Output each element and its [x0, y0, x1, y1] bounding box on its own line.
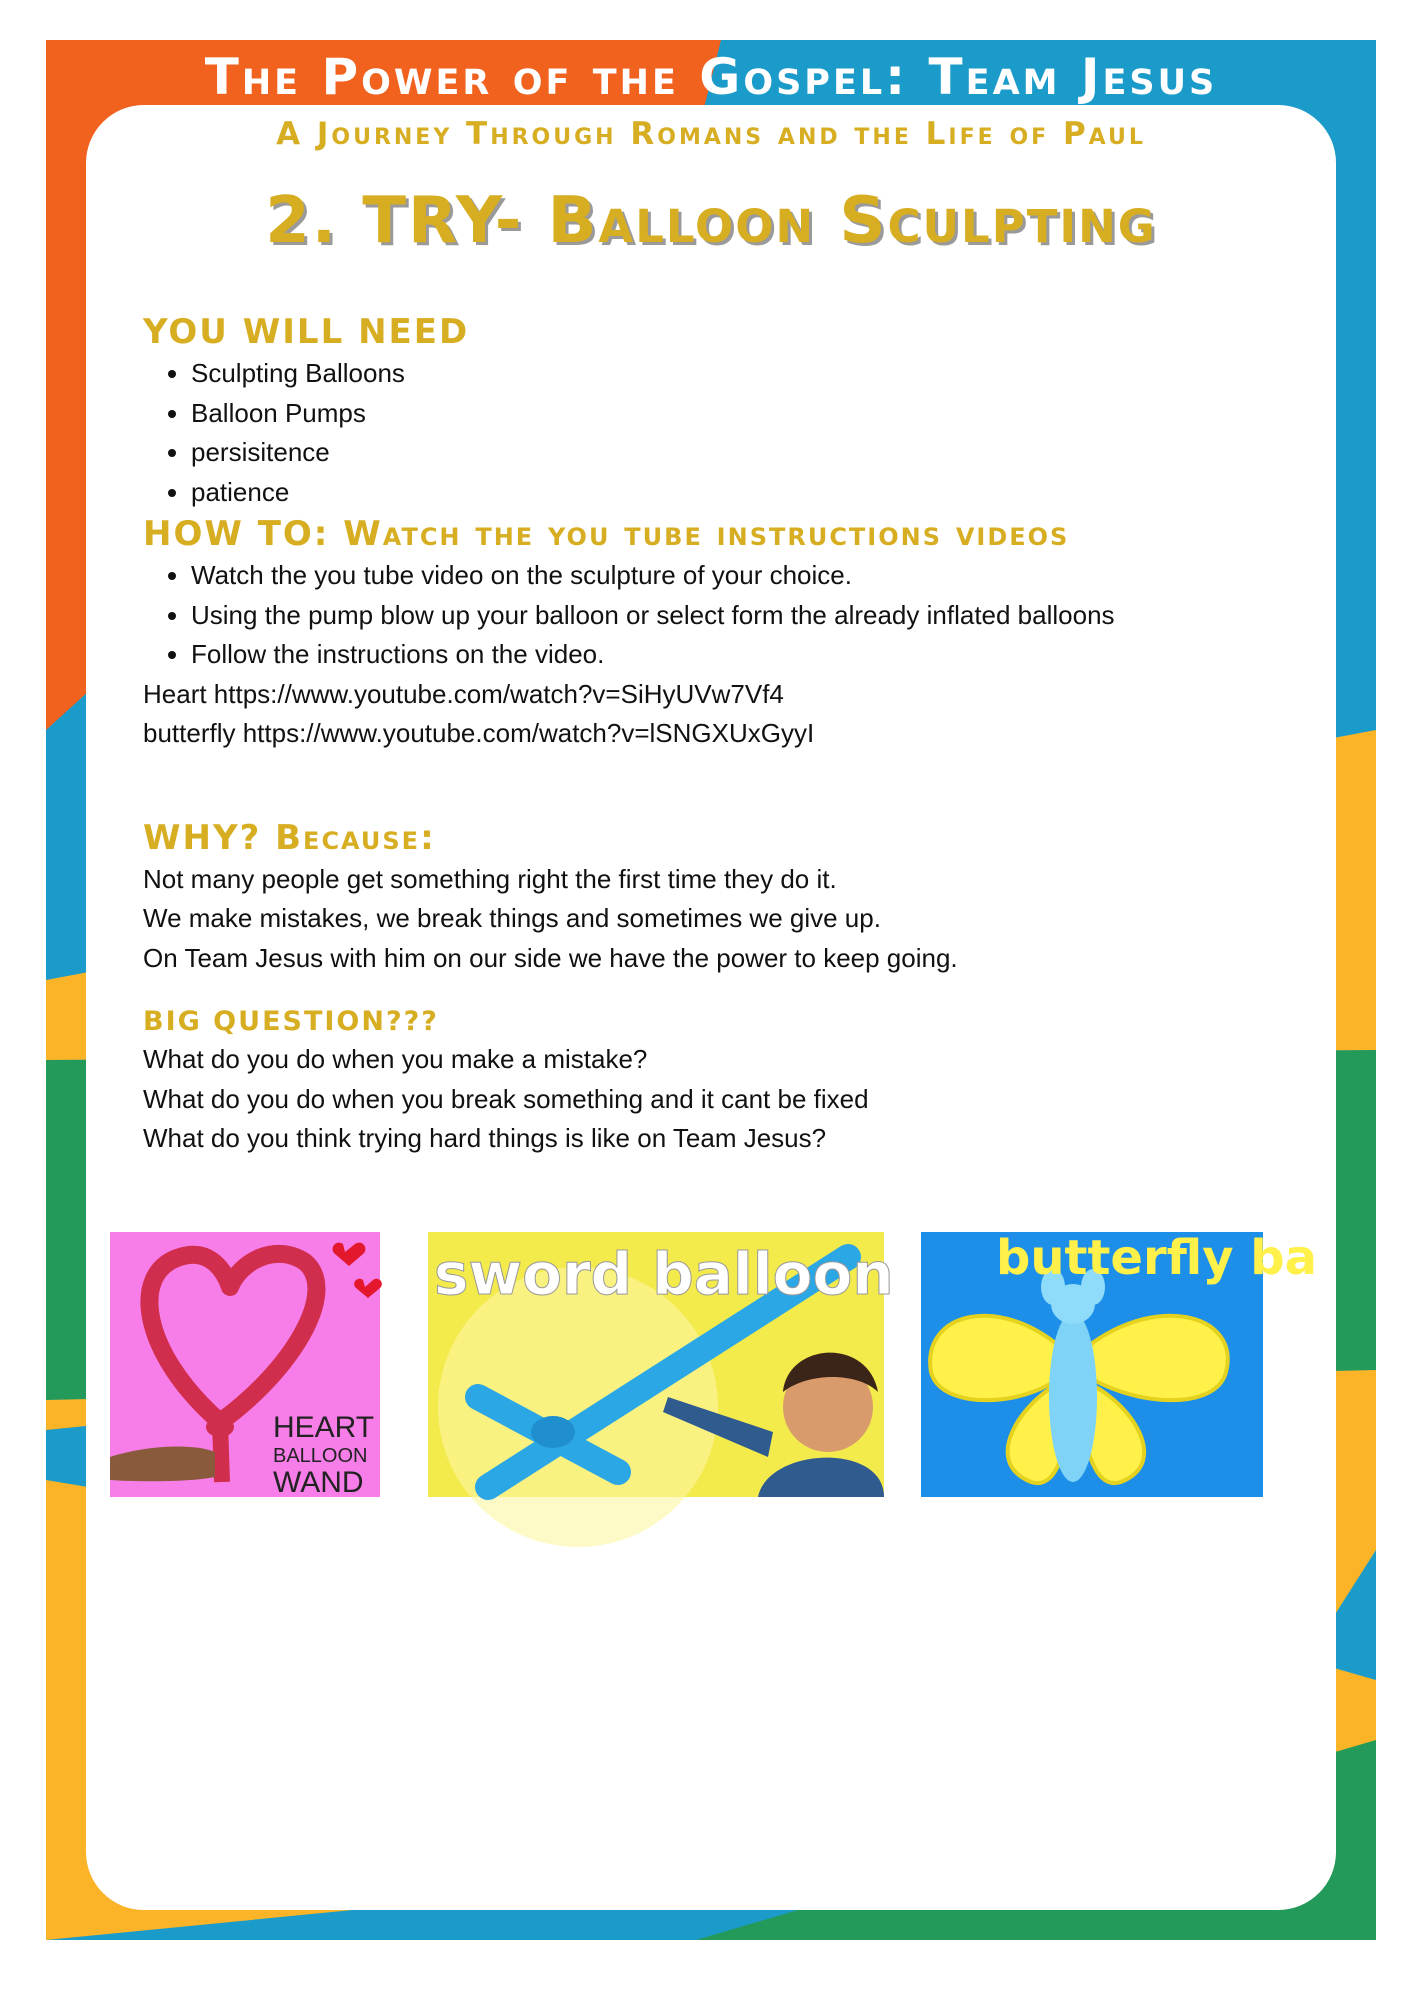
- how-to-heading: HOW TO: Watch the you tube instructions videos: [143, 514, 1070, 554]
- sword-balloon-thumbnail[interactable]: [428, 1232, 894, 1497]
- question-line: What do you do when you break something and it cant be fixed: [143, 1083, 869, 1114]
- why-line: Not many people get something right the first time they do it.: [143, 863, 837, 894]
- activity-heading: 2. TRY- Balloon Sculpting: [265, 184, 1157, 258]
- video-thumbnails: [0, 1232, 1414, 1497]
- content-body: [143, 310, 1313, 1159]
- heart-label-line3: WAND: [273, 1466, 364, 1499]
- heart-label-line1: HEART: [273, 1411, 375, 1444]
- list-item: • Sculpting Balloons: [191, 354, 1313, 394]
- list-item: • Follow the instructions on the video.: [191, 635, 1313, 675]
- list-item: • Balloon Pumps: [191, 394, 1313, 434]
- list-item: • Using the pump blow up your balloon or select form the already inflated balloons: [191, 596, 1313, 636]
- butterfly-balloon-thumbnail[interactable]: [921, 1230, 1317, 1497]
- heart-label-line2: BALLOON: [273, 1445, 368, 1467]
- question-line: What do you think trying hard things is like on Team Jesus?: [143, 1123, 827, 1153]
- list-item: • persisitence: [191, 433, 1313, 473]
- supplies-list: [143, 354, 1313, 512]
- question-line: What do you do when you make a mistake?: [143, 1044, 648, 1074]
- list-item: • Watch the you tube video on the sculpture of your choice.: [191, 556, 1313, 596]
- why-line: We make mistakes, we break things and sometimes we give up.: [143, 903, 881, 933]
- heart-video-link[interactable]: Heart https://www.youtube.com/watch?v=SiHyUVw7Vf4: [143, 678, 784, 709]
- heart-wand-thumbnail[interactable]: [110, 1232, 380, 1497]
- big-question-heading: BIG QUESTION???: [143, 1006, 439, 1037]
- why-line: On Team Jesus with him on our side we have the power to keep going.: [143, 942, 958, 973]
- why-heading: WHY? Because:: [143, 817, 436, 858]
- sword-caption: sword balloon: [434, 1240, 894, 1308]
- butterfly-caption: butterfly ba: [996, 1230, 1317, 1286]
- page-title: The Power of the Gospel: Team Jesus: [204, 48, 1218, 106]
- you-will-need-heading: YOU WILL NEED: [143, 312, 470, 352]
- page-subtitle: A Journey Through Romans and the Life of Paul: [276, 116, 1146, 152]
- steps-list: [143, 556, 1313, 675]
- butterfly-video-link[interactable]: butterfly https://www.youtube.com/watch?v=lSNGXUxGyyI: [143, 718, 815, 748]
- list-item: • patience: [191, 473, 1313, 513]
